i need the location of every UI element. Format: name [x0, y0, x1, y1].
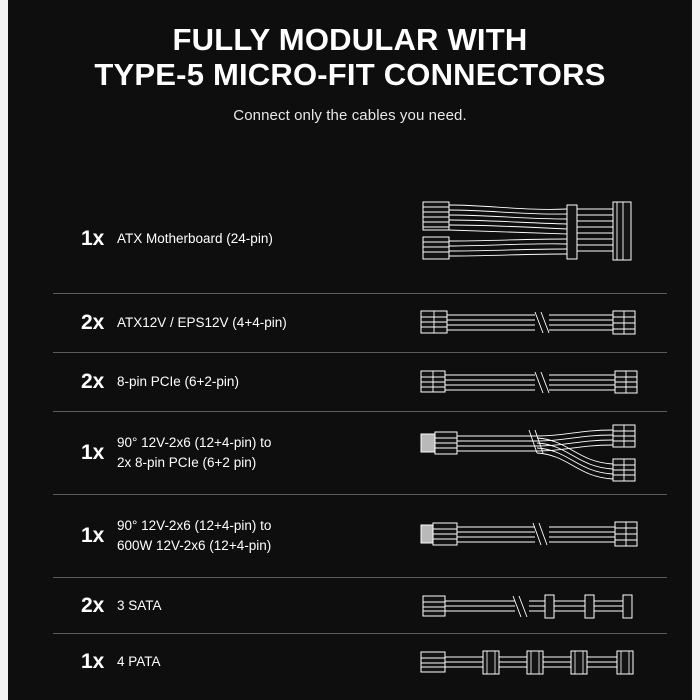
eps12v-cable-illustration: [417, 294, 667, 352]
cable-description: [109, 229, 417, 249]
list-item: [53, 633, 667, 689]
cable-quantity: 1x: [81, 441, 105, 464]
12v2x6-to-dual-pcie-cable-illustration: [417, 412, 667, 494]
cable-description: [109, 372, 417, 392]
cable-quantity: 2x: [81, 593, 105, 617]
cable-description: [109, 652, 417, 672]
page-subtitle: Connect only the cables you need.: [233, 106, 467, 124]
cable-description-line-1: 4 PATA: [117, 653, 161, 669]
page-title: [30, 22, 670, 93]
list-item: [53, 352, 667, 411]
cable-quantity: 2x: [81, 311, 105, 334]
cable-description: [109, 596, 417, 616]
cable-quantity: 1x: [81, 649, 105, 673]
pcie-8pin-cable-illustration: [417, 353, 667, 411]
cable-description-line-2: 600W 12V-2x6 (12+4-pin): [117, 538, 272, 553]
cable-description-line-1: 90° 12V-2x6 (12+4-pin) to: [117, 518, 272, 534]
header: [8, 0, 692, 124]
title-line-2: TYPE-5 MICRO-FIT CONNECTORS: [94, 57, 606, 93]
list-item: [53, 293, 667, 352]
sata-cable-illustration: [417, 578, 667, 633]
cable-description-line-1: ATX12V / EPS12V (4+4-pin): [117, 315, 287, 331]
list-item: [53, 411, 667, 494]
cable-description-line-1: 3 SATA: [117, 597, 162, 613]
cable-list: [53, 185, 667, 678]
cable-description-line-1: ATX Motherboard (24-pin): [117, 231, 273, 247]
cable-description: [109, 516, 417, 555]
cable-quantity: 2x: [81, 370, 105, 393]
title-line-1: FULLY MODULAR WITH: [172, 22, 528, 57]
list-item: [53, 185, 667, 293]
atx-24pin-cable-illustration: [417, 185, 667, 293]
content-area: [8, 0, 692, 700]
cable-quantity: 1x: [81, 227, 105, 250]
list-item: [53, 577, 667, 633]
cable-quantity: 1x: [81, 524, 105, 547]
cable-description: [109, 313, 417, 333]
list-item: [53, 494, 667, 577]
cable-description-line-1: 90° 12V-2x6 (12+4-pin) to: [117, 435, 272, 451]
cable-description: [109, 433, 417, 472]
cable-description-line-1: 8-pin PCIe (6+2-pin): [117, 374, 239, 390]
pata-cable-illustration: [417, 634, 667, 689]
cable-description-line-2: 2x 8-pin PCIe (6+2 pin): [117, 455, 257, 470]
12v2x6-to-12v2x6-cable-illustration: [417, 495, 667, 577]
